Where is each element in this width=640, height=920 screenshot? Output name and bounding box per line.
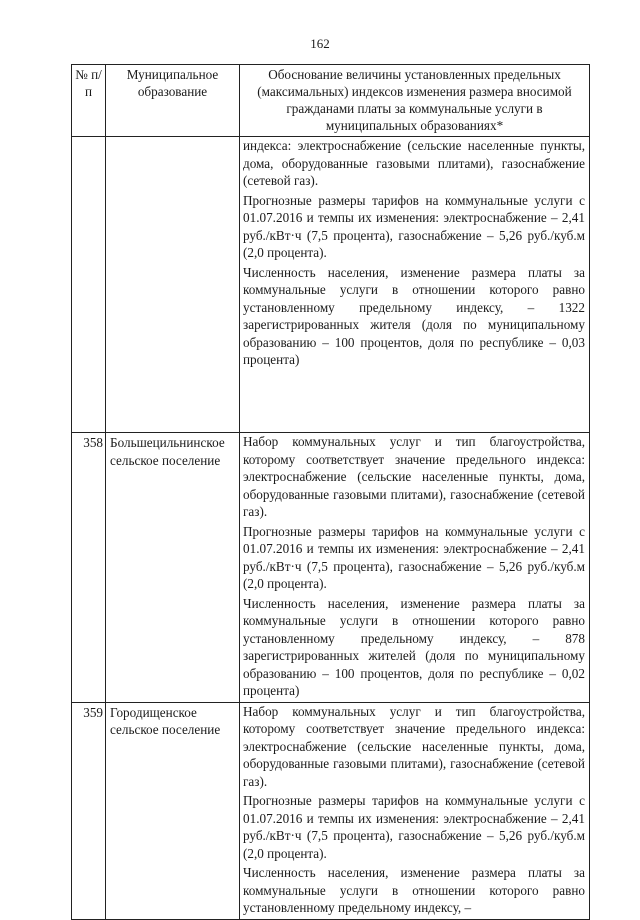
header-number: № п/п — [72, 65, 106, 137]
table-row — [72, 137, 590, 433]
table-row — [72, 433, 590, 703]
header-justification: Обоснование величины установленных предельных (максимальных) индексов изменения размера вносимой гражданами платы за коммунальные услуги в муниципальных образованиях* — [240, 65, 590, 137]
paragraph-tariffs: Прогнозные размеры тарифов на коммунальные услуги с 01.07.2016 и темпы их изменения: электроснабжение – 2,41 руб./кВт·ч (7,5 процента), газоснабжение – 5,26 руб./куб.м (2,0 процента). — [243, 793, 585, 861]
row-justification — [240, 702, 590, 919]
paragraph-tariffs: Прогнозные размеры тарифов на коммунальные услуги с 01.07.2016 и темпы их изменения: электроснабжение – 2,41 руб./кВт·ч (7,5 процента), газоснабжение – 5,26 руб./куб.м (2,0 процента). — [243, 523, 585, 591]
paragraph-tariffs: Прогнозные размеры тарифов на коммунальные услуги с 01.07.2016 и темпы их изменения: электроснабжение – 2,41 руб./кВт·ч (7,5 процента), газоснабжение – 5,26 руб./куб.м (2,0 процента). — [243, 192, 585, 260]
row-justification — [240, 137, 590, 433]
paragraph-service-set: Набор коммунальных услуг и тип благоустройства, которому соответствует значение предельного индекса: электроснабжение (сельские населенные пункты, дома, оборудованные газовыми плитами), газоснабжение (сетевой газ). — [243, 703, 585, 789]
row-municipality — [106, 137, 240, 433]
index-table — [71, 64, 590, 920]
row-number: 358 — [72, 433, 106, 703]
paragraph-service-set: Набор коммунальных услуг и тип благоустройства, которому соответствует значение предельного индекса: электроснабжение (сельские населенные пункты, дома, оборудованные газовыми плитами), газоснабжение (сетевой газ). — [243, 434, 585, 519]
page-number: 162 — [310, 36, 330, 51]
row-municipality: Городищенское сельское поселение — [106, 702, 240, 919]
row-justification — [240, 433, 590, 703]
row-number — [72, 137, 106, 433]
header-municipality: Муниципальное образование — [106, 65, 240, 137]
paragraph-population: Численность населения, изменение размера платы за коммунальные услуги в отношении которого равно установленному предельному индексу, – 1322 зарегистрированных жителя (доля по муниципальному образованию – 100 процентов, доля по республике – 0,03 процента) — [243, 264, 585, 367]
paragraph-service-set: индекса: электроснабжение (сельские населенные пункты, дома, оборудованные газовыми плитами), газоснабжение (сетевой газ). — [243, 138, 585, 188]
paragraph-population: Численность населения, изменение размера платы за коммунальные услуги в отношении которого равно установленному предельному индексу, – 878 зарегистрированных жителей (доля по муниципальному образованию – 100 процентов, доля по республике – 0,02 процента) — [243, 595, 585, 698]
row-number: 359 — [72, 702, 106, 919]
table-row — [72, 702, 590, 919]
paragraph-population: Численность населения, изменение размера платы за коммунальные услуги в отношении которого равно установленному предельному индексу, – — [243, 865, 585, 915]
table-header-row — [72, 65, 590, 137]
row-municipality: Большецильнинское сельское поселение — [106, 433, 240, 703]
